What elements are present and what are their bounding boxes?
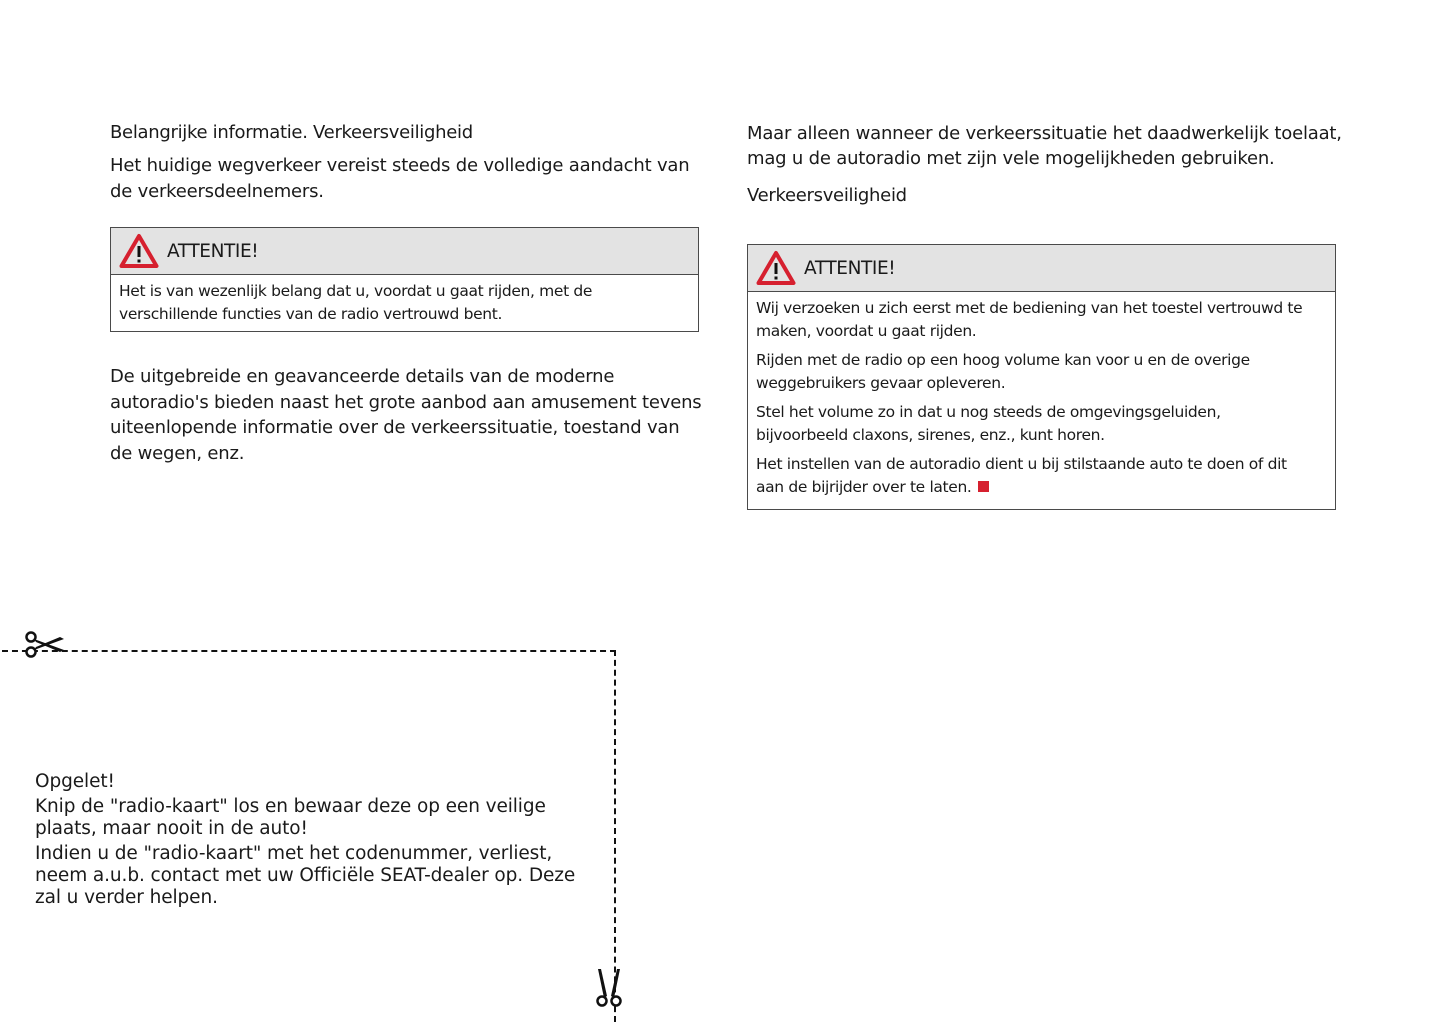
section-heading: Verkeersveiligheid: [747, 185, 907, 206]
warning-text: Stel het volume zo in dat u nog steeds de omgevingsgeluiden, bijvoorbeeld claxons, sirenes, enz., kunt horen.: [756, 403, 1221, 444]
scissors-icon: [594, 966, 624, 1010]
warning-header: [111, 228, 698, 275]
body-paragraph: De uitgebreide en geavanceerde details van de moderne autoradio's bieden naast het grote aanbod aan amusement tevens uiteenlopende informatie over de verkeerssituatie, toestand van de wegen, enz.: [110, 366, 702, 464]
warning-triangle-icon: [756, 250, 796, 286]
warning-text-last: [756, 453, 1316, 499]
left-column: [110, 121, 700, 204]
notice-text: Indien u de "radio-kaart" met het codenummer, verliest, neem a.u.b. contact met uw Officiële SEAT-dealer op. Deze zal u verder helpen.: [35, 843, 576, 908]
warning-text: Het instellen van de autoradio dient u bij stilstaande auto te doen of dit aan de bijrijder over te laten.: [756, 455, 1287, 496]
warning-box: [110, 227, 699, 332]
warning-title: ATTENTIE!: [804, 257, 896, 279]
intro-paragraph: Het huidige wegverkeer vereist steeds de volledige aandacht van de verkeersdeelnemers.: [110, 155, 690, 202]
warning-header: [748, 245, 1335, 292]
notice-text: Knip de "radio-kaart" los en bewaar deze op een veilige plaats, maar nooit in de auto!: [35, 796, 546, 839]
scissors-icon: [22, 630, 66, 660]
radio-card-notice: [35, 771, 595, 909]
right-column: [747, 121, 1347, 208]
warning-text: Wij verzoeken u zich eerst met de bediening van het toestel vertrouwd te maken, voordat u gaat rijden.: [756, 299, 1303, 340]
warning-body: [748, 292, 1324, 505]
warning-text: Het is van wezenlijk belang dat u, voordat u gaat rijden, met de verschillende functies van de radio vertrouwd bent.: [119, 282, 593, 323]
cut-line-horizontal: [2, 650, 616, 652]
notice-title: Opgelet!: [35, 771, 115, 792]
warning-triangle-icon: [119, 233, 159, 269]
intro-paragraph: Maar alleen wanneer de verkeerssituatie het daadwerkelijk toelaat, mag u de autoradio met zijn vele mogelijkheden gebruiken.: [747, 123, 1342, 169]
warning-body: [111, 275, 698, 332]
section-heading: Belangrijke informatie. Verkeersveiligheid: [110, 122, 473, 143]
warning-box: [747, 244, 1336, 510]
warning-title: ATTENTIE!: [167, 240, 259, 262]
warning-text: Rijden met de radio op een hoog volume kan voor u en de overige weggebruikers gevaar opleveren.: [756, 351, 1250, 392]
end-of-section-marker: [978, 481, 989, 492]
